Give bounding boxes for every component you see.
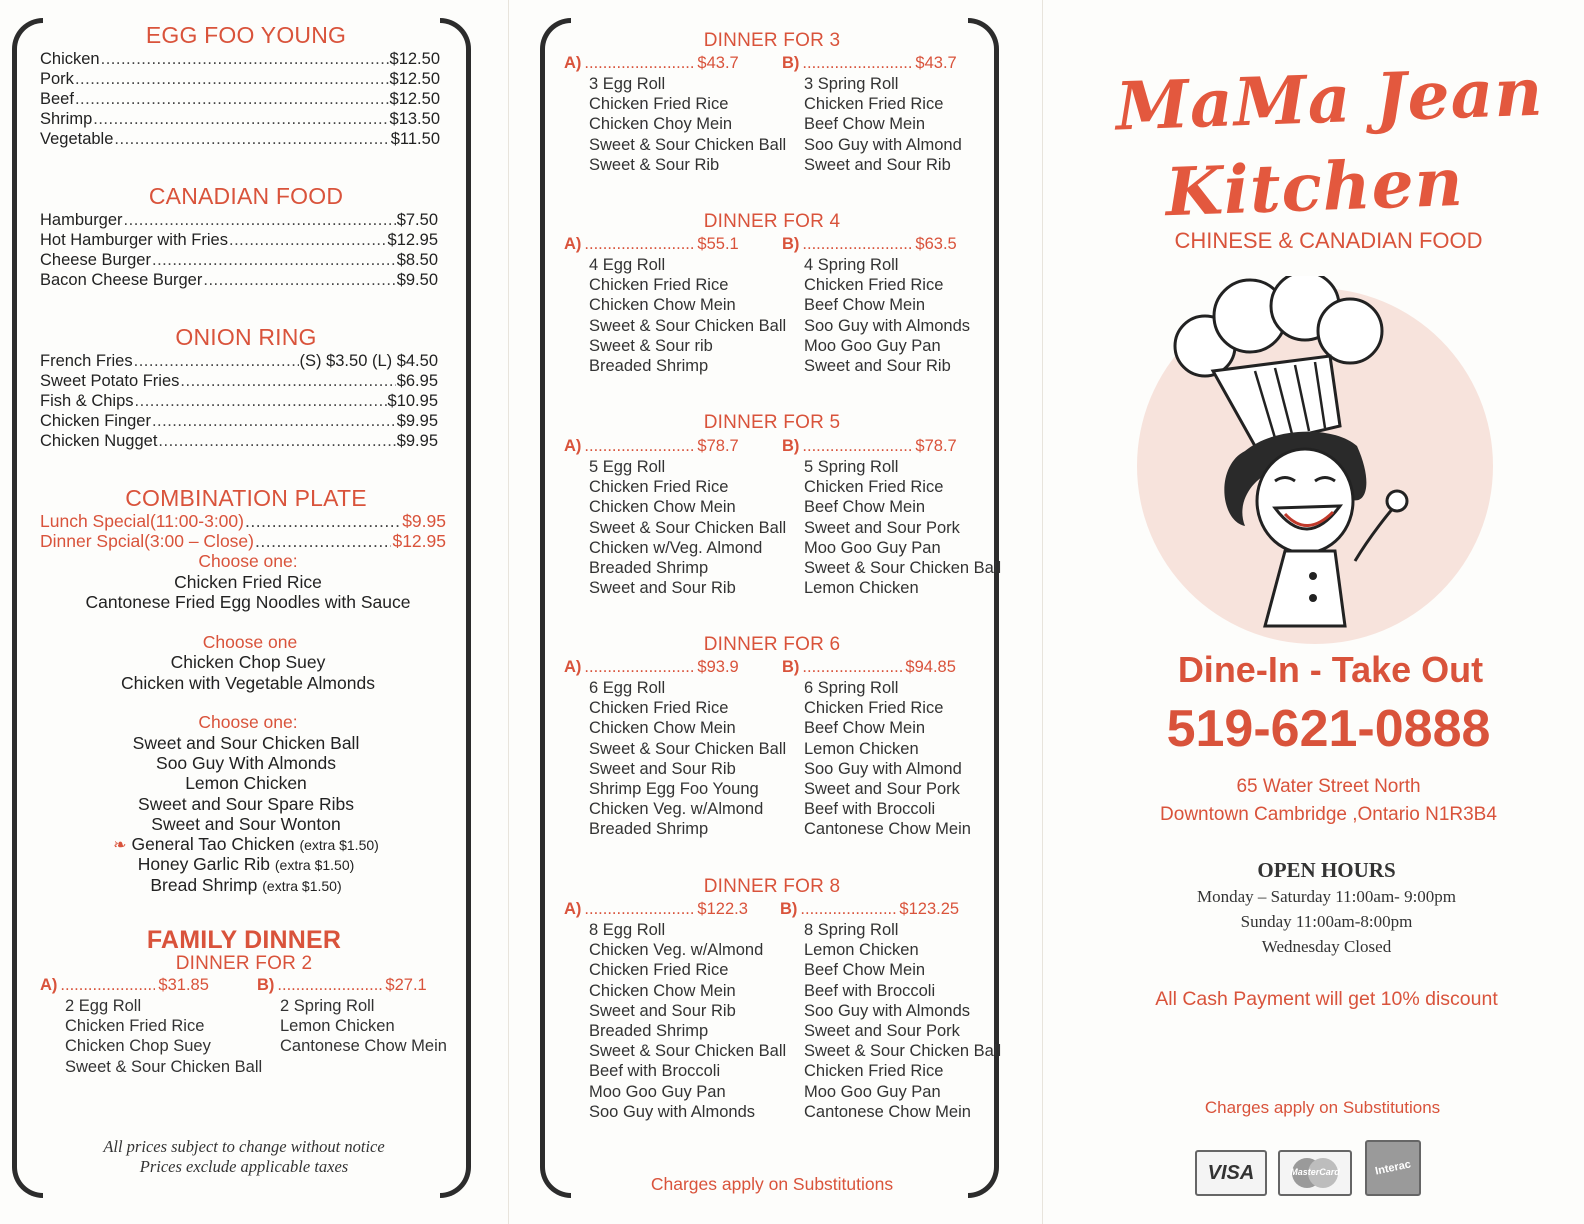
list-item: Chicken Fried Rice [589, 478, 729, 497]
list-item: Beef Chow Mein [804, 961, 926, 980]
list-item: Sweet & Sour Chicken Ball [589, 135, 787, 154]
option-price: $27.1 [385, 976, 427, 994]
interac-label: Interac [1374, 1158, 1412, 1178]
list-item: Sweet & Sour Chicken Ball [804, 1042, 1002, 1061]
list-item: Chicken Chow Mein [589, 981, 736, 1000]
list-item: Beef with Broccoli [804, 800, 936, 819]
list-item: Sweet & Sour Rib [589, 155, 720, 174]
option-label: B) [780, 900, 798, 918]
lunch-special [40, 511, 446, 531]
logo-title-line1: MaMa Jean [1114, 52, 1545, 146]
extra-price: (extra $1.50) [274, 857, 355, 873]
list-item: 3 Egg Roll [589, 75, 666, 93]
address-line2: Downtown Cambridge ,Ontario N1R3B4 [1160, 804, 1497, 825]
option-price: $55.1 [697, 235, 739, 253]
lunch-special-name: Lunch Special(11:00-3:00) [40, 511, 244, 531]
list-item: Sweet and Sour Rib [589, 1001, 736, 1020]
item-name: Bacon Cheese Burger [40, 271, 203, 289]
hours-line: Monday – Saturday 11:00am- 9:00pm [1196, 887, 1457, 906]
item-price: $13.50 [389, 110, 440, 128]
list-item: Breaded Shrimp [589, 1021, 709, 1040]
list-item: Lemon Chicken [280, 1017, 395, 1036]
option-label: B) [782, 437, 800, 455]
item-price: $9.95 [396, 412, 438, 430]
list-item: Soo Guy with Almonds [804, 1001, 970, 1020]
dinner-special [40, 531, 446, 551]
option-price: $31.85 [158, 976, 209, 994]
price-notice: All prices subject to change without notice [103, 1137, 385, 1156]
phone-number: 519-621-0888 [1166, 700, 1491, 758]
menu-item [40, 210, 438, 230]
option-label: A) [564, 235, 582, 253]
section-title: DINNER FOR 3 [703, 30, 841, 51]
option-a-price [564, 234, 739, 254]
list-item: Beef with Broccoli [589, 1062, 721, 1081]
brand-panel [1045, 0, 1584, 1224]
list-item: 6 Egg Roll [589, 679, 666, 697]
list-item: Sweet & Sour Chicken Ball [589, 518, 787, 537]
option-a-price [564, 53, 739, 73]
menu-item [40, 250, 438, 270]
item-price: $10.95 [387, 392, 438, 410]
option-price: $78.7 [697, 437, 739, 455]
item-price: $12.95 [387, 231, 438, 249]
section-title: EGG FOO YOUNG [145, 22, 347, 48]
list-item: Moo Goo Guy Pan [589, 1082, 726, 1101]
option-b-items [804, 678, 971, 840]
item-price: (S) $3.50 (L) $4.50 [299, 352, 438, 370]
item-price: $12.50 [389, 50, 440, 68]
section-title: DINNER FOR 8 [703, 876, 841, 897]
bracket-left [540, 18, 571, 1198]
option-label: B) [782, 235, 800, 253]
menu-panel-left [0, 0, 500, 1224]
section-title: DINNER FOR 5 [703, 412, 841, 433]
list-item: Chicken Fried Rice [589, 961, 729, 980]
section-title: CANADIAN FOOD [148, 183, 344, 209]
item-price: $12.50 [389, 90, 440, 108]
option-b-items [280, 996, 447, 1057]
item-name: Fish & Chips [40, 392, 134, 410]
list-item: Breaded Shrimp [589, 558, 709, 577]
list-item: Sweet & Sour Chicken Ball [589, 739, 787, 758]
extra-price: (extra $1.50) [299, 837, 379, 853]
list-item: Soo Guy with Almonds [804, 316, 970, 335]
list-item: Sweet and Sour Rib [804, 155, 951, 174]
list-item: 5 Spring Roll [804, 458, 899, 476]
dinner-special-name: Dinner Spcial(3:00 – Close) [40, 531, 254, 551]
menu-item [40, 411, 438, 431]
lunch-special-price: $9.95 [402, 511, 446, 531]
fold-line [508, 0, 509, 1224]
item-price: $11.50 [390, 130, 440, 148]
service-type: Dine-In - Take Out [1177, 649, 1484, 690]
menu-item [40, 371, 438, 391]
list-item: Lemon Chicken [804, 941, 919, 960]
option-b-items [804, 255, 970, 376]
substitutions-note: Charges apply on Substitutions [650, 1174, 894, 1194]
list-item: Moo Goo Guy Pan [804, 336, 941, 355]
list-item: Sweet and Sour Pork [804, 518, 960, 537]
option-label: B) [257, 976, 275, 994]
list-item: Sweet and Sour Rib [589, 759, 736, 778]
list-item: Chicken Veg. w/Almond [589, 800, 764, 819]
list-item: Sweet & Sour Chicken Ball [589, 316, 787, 335]
choose-label: Choose one: [198, 712, 298, 732]
option-label: A) [564, 437, 582, 455]
list-item: Chicken w/Veg. Almond [589, 538, 763, 557]
list-item: Sweet and Sour Rib [589, 579, 736, 598]
interac-icon [1365, 1140, 1421, 1196]
list-item: Sweet and Sour Pork [804, 779, 960, 798]
list-item: Chicken Veg. w/Almond [589, 941, 764, 960]
option-b-price [782, 234, 957, 254]
choice-item: Soo Guy With Almonds [156, 753, 336, 773]
list-item: Chicken Choy Mein [589, 115, 733, 134]
option-b-price [257, 975, 427, 995]
menu-item [40, 69, 440, 89]
item-price: $9.50 [396, 271, 438, 289]
option-a-price [564, 657, 739, 677]
list-item: Sweet & Sour Chicken Ball [65, 1057, 263, 1076]
list-item: 2 Egg Roll [65, 997, 142, 1015]
option-b-price [782, 436, 957, 456]
list-item: Lemon Chicken [804, 739, 919, 758]
list-item: Beef Chow Mein [804, 296, 926, 315]
choice-item: Sweet and Sour Spare Ribs [138, 794, 354, 814]
item-name: Chicken Finger [40, 412, 151, 430]
section-title: COMBINATION PLATE [125, 485, 367, 511]
option-a-items [589, 920, 786, 1122]
list-item: 3 Spring Roll [804, 75, 899, 93]
option-a-items [589, 678, 786, 840]
list-item: Chicken Chop Suey [65, 1037, 211, 1056]
option-b-price [782, 657, 956, 677]
item-name: French Fries [40, 352, 133, 370]
mastercard-label: MasterCard [1290, 1167, 1340, 1177]
tax-notice: Prices exclude applicable taxes [139, 1157, 349, 1176]
choose-label: Choose one: [198, 551, 298, 571]
option-price: $43.7 [697, 54, 739, 72]
chef-illustration [1135, 276, 1505, 646]
extra-item [0, 854, 496, 875]
list-item: 8 Spring Roll [804, 921, 899, 939]
choice-item: Cantonese Fried Egg Noodles with Sauce [85, 592, 411, 612]
tagline: CHINESE & CANADIAN FOOD [1174, 228, 1483, 253]
list-item: Soo Guy with Almond [804, 135, 962, 154]
item-name: Hamburger [40, 211, 123, 229]
section-title: FAMILY DINNER [146, 926, 342, 954]
item-name: Pork [40, 70, 74, 88]
list-item: Sweet and Sour Rib [804, 356, 951, 375]
item-name: Chicken Nugget [40, 432, 158, 450]
cash-discount: All Cash Payment will get 10% discount [1155, 988, 1498, 1010]
choice-item: Sweet and Sour Chicken Ball [132, 733, 360, 753]
list-item: 2 Spring Roll [280, 997, 375, 1015]
choice-item: Chicken with Vegetable Almonds [121, 673, 375, 693]
option-a-price [564, 899, 748, 919]
menu-item [40, 129, 440, 149]
list-item: Chicken Fried Rice [804, 1062, 944, 1081]
logo-title-line2: Kitchen [1164, 142, 1465, 232]
choose-label: Choose one [202, 632, 298, 652]
item-name: Beef [40, 90, 74, 108]
hours-line: Wednesday Closed [1261, 937, 1392, 956]
list-item: Soo Guy with Almond [804, 759, 962, 778]
menu-item [40, 230, 438, 250]
visa-label: VISA [1207, 1161, 1255, 1184]
list-item: Chicken Fried Rice [804, 478, 944, 497]
item-price: $12.50 [389, 70, 440, 88]
list-item: Chicken Fried Rice [804, 276, 944, 295]
option-label: A) [564, 900, 582, 918]
option-b-items [804, 457, 1001, 598]
option-label: A) [40, 976, 58, 994]
option-price: $94.85 [905, 658, 956, 676]
section-subtitle: DINNER FOR 2 [175, 953, 313, 974]
list-item: Sweet and Sour Pork [804, 1021, 960, 1040]
option-price: $122.3 [697, 900, 748, 918]
mastercard-icon [1278, 1150, 1352, 1196]
list-item: Cantonese Chow Mein [804, 1102, 971, 1121]
choice-item: Sweet and Sour Wonton [151, 814, 341, 834]
option-label: B) [782, 54, 800, 72]
extra-item [0, 834, 496, 856]
list-item: Cantonese Chow Mein [804, 820, 971, 839]
menu-item [40, 89, 440, 109]
list-item: 4 Spring Roll [804, 256, 899, 274]
hours-line: Sunday 11:00am-8:00pm [1240, 912, 1413, 931]
list-item: Shrimp Egg Foo Young [589, 779, 759, 798]
option-price: $63.5 [915, 235, 957, 253]
hours-title: OPEN HOURS [1257, 858, 1396, 882]
list-item: Chicken Fried Rice [589, 95, 729, 114]
list-item: Moo Goo Guy Pan [804, 1082, 941, 1101]
list-item: Sweet & Sour rib [589, 336, 713, 355]
option-label: A) [564, 54, 582, 72]
list-item: Chicken Chow Mein [589, 296, 736, 315]
option-a-price [564, 436, 739, 456]
item-price: $7.50 [396, 211, 438, 229]
list-item: 8 Egg Roll [589, 921, 666, 939]
option-label: B) [782, 658, 800, 676]
option-b-items [804, 74, 962, 175]
item-name: Vegetable [40, 130, 114, 148]
list-item: Chicken Fried Rice [589, 276, 729, 295]
menu-item [40, 109, 440, 129]
list-item: 6 Spring Roll [804, 679, 899, 697]
extra-price: (extra $1.50) [262, 878, 342, 894]
list-item: Beef Chow Mein [804, 719, 926, 738]
option-a-items [589, 255, 786, 376]
list-item: Chicken Fried Rice [804, 95, 944, 114]
option-price: $93.9 [697, 658, 739, 676]
list-item: 5 Egg Roll [589, 458, 666, 476]
menu-item [40, 391, 438, 411]
item-name: Cheese Burger [40, 251, 151, 269]
mastercard-circles [1290, 1158, 1340, 1188]
list-item: Beef Chow Mein [804, 498, 926, 517]
list-item: 4 Egg Roll [589, 256, 666, 274]
option-b-items [804, 920, 1001, 1122]
item-price: $9.95 [396, 432, 438, 450]
fold-line [1042, 0, 1043, 1224]
extra-item-name: General Tao Chicken [131, 834, 295, 854]
dinner-special-price: $12.95 [392, 531, 446, 551]
choice-item: Chicken Chop Suey [170, 652, 326, 672]
list-item: Beef with Broccoli [804, 981, 936, 1000]
option-b-price [782, 53, 957, 73]
list-item: Cantonese Chow Mein [280, 1037, 447, 1056]
list-item: Soo Guy with Almonds [589, 1102, 755, 1121]
option-price: $123.25 [899, 900, 960, 918]
option-b-price [780, 899, 959, 919]
chili-icon: ❧ [113, 837, 127, 854]
list-item: Sweet & Sour Chicken Ball [804, 558, 1002, 577]
item-name: Shrimp [40, 110, 93, 128]
option-a-items [65, 996, 262, 1077]
extra-item [0, 875, 496, 896]
visa-card-icon [1195, 1150, 1267, 1196]
list-item: Chicken Fried Rice [589, 699, 729, 718]
option-price: $43.7 [915, 54, 957, 72]
extra-item-name: Honey Garlic Rib [137, 854, 271, 874]
address-line1: 65 Water Street North [1236, 776, 1421, 797]
item-name: Chicken [40, 50, 100, 68]
menu-panel-middle [512, 0, 1032, 1224]
option-a-items [589, 74, 786, 175]
list-item: Beef Chow Mein [804, 115, 926, 134]
list-item: Lemon Chicken [804, 579, 919, 598]
item-name: Hot Hamburger with Fries [40, 231, 228, 249]
menu-item [40, 351, 438, 371]
list-item: Moo Goo Guy Pan [804, 538, 941, 557]
option-a-items [589, 457, 786, 598]
list-item: Chicken Fried Rice [65, 1017, 205, 1036]
option-label: A) [564, 658, 582, 676]
list-item: Sweet & Sour Chicken Ball [589, 1042, 787, 1061]
section-title: DINNER FOR 6 [703, 634, 841, 655]
item-price: $6.95 [396, 372, 438, 390]
substitutions-note: Charges apply on Substitutions [1204, 1098, 1441, 1117]
list-item: Chicken Fried Rice [804, 699, 944, 718]
menu-item [40, 270, 438, 290]
choice-item: Chicken Fried Rice [174, 572, 322, 592]
item-price: $8.50 [396, 251, 438, 269]
list-item: Breaded Shrimp [589, 820, 709, 839]
item-name: Sweet Potato Fries [40, 372, 180, 390]
section-title: DINNER FOR 4 [703, 211, 841, 232]
list-item: Breaded Shrimp [589, 356, 709, 375]
option-price: $78.7 [915, 437, 957, 455]
menu-item [40, 49, 440, 69]
choice-item: Lemon Chicken [185, 773, 307, 793]
extra-item-name: Bread Shrimp [150, 875, 258, 895]
section-title: ONION RING [175, 324, 317, 350]
menu-item [40, 431, 438, 451]
option-a-price [40, 975, 209, 995]
list-item: Chicken Chow Mein [589, 719, 736, 738]
list-item: Chicken Chow Mein [589, 498, 736, 517]
chef-icon [1135, 276, 1505, 646]
